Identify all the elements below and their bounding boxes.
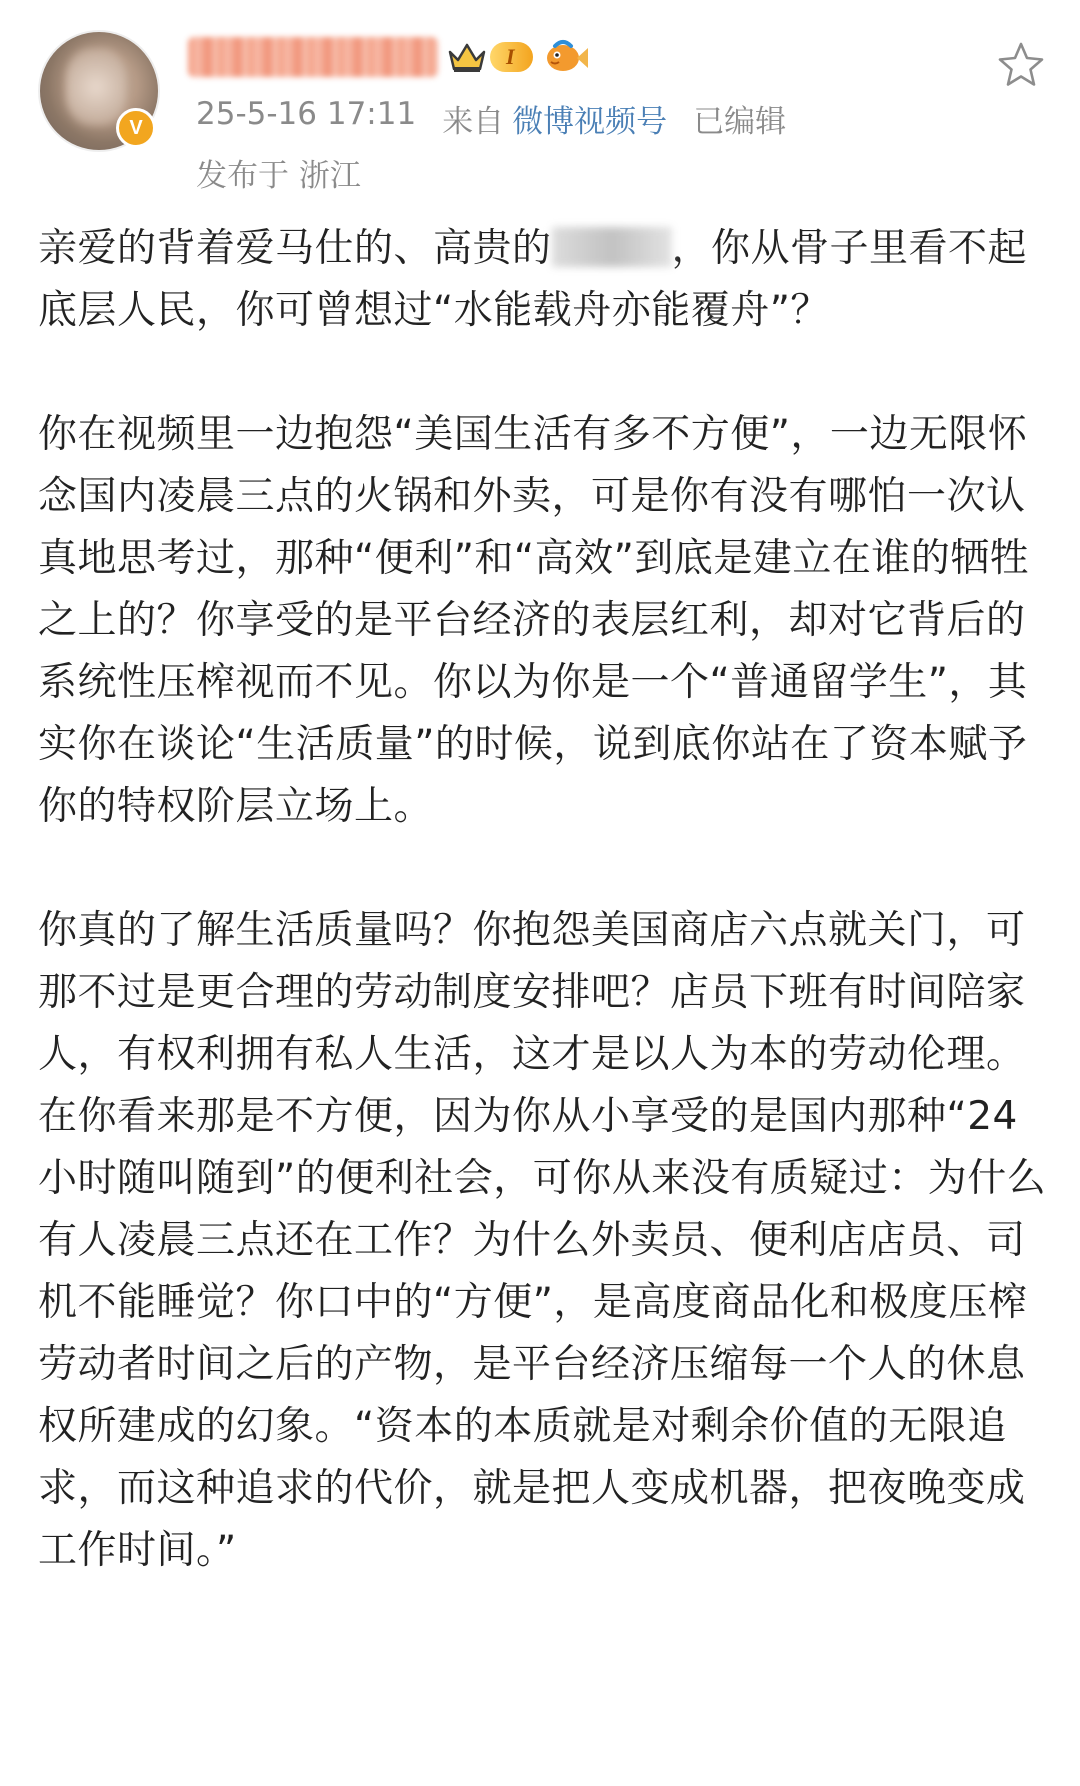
source-link[interactable]: 微博视频号 <box>512 104 668 140</box>
post-timestamp: 25-5-16 17:11 <box>196 96 417 132</box>
redacted-name <box>552 227 672 267</box>
edited-label[interactable]: 已编辑 <box>693 104 787 140</box>
paragraph-2: 你在视频里一边抱怨“美国生活有多不方便”，一边无限怀念国内凌晨三点的火锅和外卖，可是你有没有哪怕一次认真地思考过，那种“便利”和“高效”到底是建立在谁的牺牲之上的？你享受的是平台经济的表层红利，却对它背后的系统性压榨视而不见。你以为你是一个“普通留学生”，其实你在谈论“生活质量”的时候，说到底你站在了资本赋予你的特权阶层立场上。 <box>38 412 1030 829</box>
username[interactable] <box>188 37 438 77</box>
paragraph-1-end: ，你从骨子里看不起底层人民，你可曾想过“水能载舟亦能覆舟”？ <box>38 226 1028 333</box>
avatar-face-blur <box>66 48 126 126</box>
crown-icon[interactable] <box>446 38 488 76</box>
post-location: 发布于 浙江 <box>196 158 361 194</box>
post-meta <box>196 96 786 141</box>
avatar[interactable] <box>38 30 160 152</box>
name-row <box>188 32 589 82</box>
post-header <box>0 0 1080 210</box>
fish-icon[interactable] <box>543 37 589 77</box>
level-badge[interactable]: I <box>490 42 533 72</box>
paragraph-1 <box>38 218 1054 342</box>
paragraph-1-start: 亲爱的背着爱马仕的、高贵的 <box>38 226 552 271</box>
paragraph-3: 你真的了解生活质量吗？你抱怨美国商店六点就关门，可那不过是更合理的劳动制度安排吧？店员下班有时间陪家人，有权利拥有私人生活，这才是以人为本的劳动伦理。在你看来那是不方便，因为你从小享受的是国内那种“24小时随叫随到”的便利社会，可你从来没有质疑过：为什么有人凌晨三点还在工作？为什么外卖员、便利店店员、司机不能睡觉？你口中的“方便”，是高度商品化和极度压榨劳动者时间之后的产物，是平台经济压缩每一个人的休息权所建成的幻象。“资本的本质就是对剩余价值的无限追求，而这种追求的代价，就是把人变成机器，把夜晚变成工作时间。” <box>38 908 1047 1573</box>
favorite-star-icon[interactable] <box>996 40 1046 90</box>
source-prefix: 来自 <box>442 104 505 140</box>
verified-icon: V <box>116 108 156 148</box>
post-body <box>38 218 1054 1582</box>
